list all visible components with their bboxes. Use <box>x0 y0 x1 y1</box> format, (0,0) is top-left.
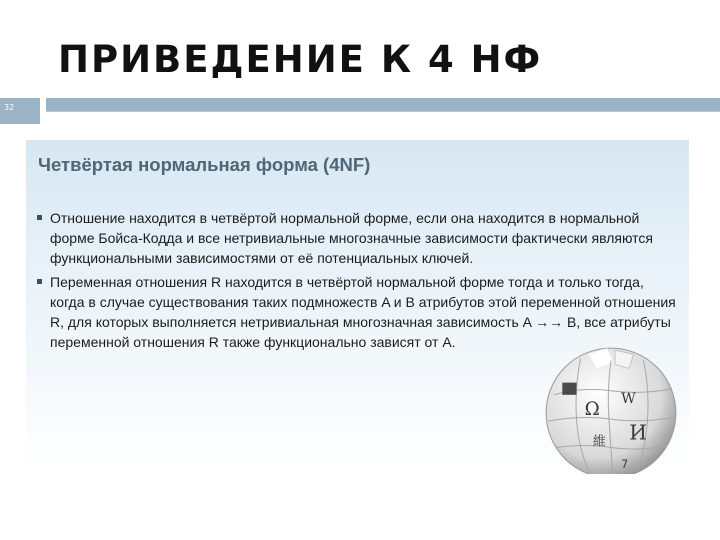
content-image <box>26 140 689 474</box>
bullet-item-2: Переменная отношения R находится в четвёртой нормальной форме тогда и только тогда, когда в случае существования таких подмножеств A и B атрибутов этой переменной отношения R, для которых выполняется нетривиальная многозначная зависимость A →→ B, все атрибуты переменной отношения R также функционально зависят от A. <box>36 272 676 352</box>
page-number-tab <box>0 98 40 124</box>
glyph-omega: Ω <box>584 399 600 421</box>
page-number: 32 <box>4 103 15 112</box>
glyph-w: W <box>621 390 636 407</box>
glyph-i-cyrillic: И <box>629 420 647 445</box>
wikipedia-globe-logo <box>540 338 682 474</box>
bullet-item-1: Отношение находится в четвёртой нормальной форме, если она находится в нормальной форме Бойса-Кодда и все нетривиальные многозначные зависимости фактически являются функциональными зависимостями от её потенциальных ключей. <box>36 208 676 268</box>
glyph-wei: 維 <box>592 434 606 450</box>
header-bar <box>46 98 720 112</box>
slide-title: ПРИВЕДЕНИЕ К 4 НФ <box>58 38 543 81</box>
glyph-seven: 7 <box>621 457 629 471</box>
bullet-list <box>36 208 676 356</box>
content-heading: Четвёртая нормальная форма (4NF) <box>38 154 371 175</box>
